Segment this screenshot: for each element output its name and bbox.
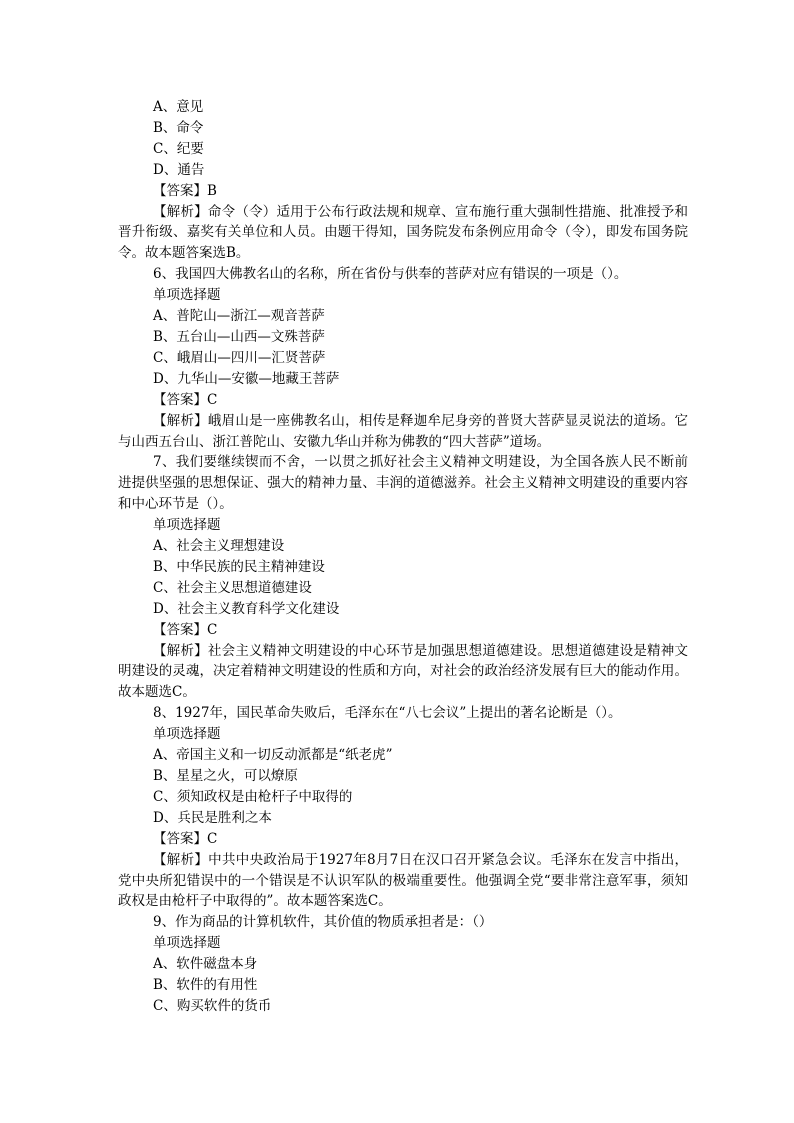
q5-answer: 【答案】B bbox=[153, 182, 217, 199]
q5-option-d: D、通告 bbox=[153, 161, 205, 178]
q8-analysis: 【解析】中共中央政治局于1927年8月7日在汉口召开紧急会议。毛泽东在发言中指出，党中央所犯错误中的一个错误是不认识军队的极端重要性。他强调全党“要非常注意军事，须知政权是由枪杆子中取得的”。故本题答案选C。 bbox=[118, 851, 688, 910]
q9-option-a: A、软件磁盘本身 bbox=[153, 956, 258, 973]
q8-option-a: A、帝国主义和一切反动派都是“纸老虎” bbox=[153, 747, 393, 764]
q5-option-b: B、命令 bbox=[153, 119, 204, 136]
q9-option-c: C、购买软件的货币 bbox=[153, 997, 272, 1014]
q8-option-d: D、兵民是胜利之本 bbox=[153, 809, 272, 826]
q6-type: 单项选择题 bbox=[153, 287, 221, 304]
q6-question: 6、我国四大佛教名山的名称，所在省份与供奉的菩萨对应有错误的一项是（）。 bbox=[153, 266, 628, 283]
q8-option-c: C、须知政权是由枪杆子中取得的 bbox=[153, 788, 353, 805]
q9-type: 单项选择题 bbox=[153, 935, 221, 952]
q6-analysis: 【解析】峨眉山是一座佛教名山，相传是释迦牟尼身旁的普贤大菩萨显灵说法的道场。它与山西五台山、浙江普陀山、安徽九华山并称为佛教的“四大菩萨”道场。 bbox=[118, 412, 688, 450]
document-body bbox=[118, 97, 688, 1017]
q5-option-c: C、纪要 bbox=[153, 140, 204, 157]
q6-option-d: D、九华山—安徽—地藏王菩萨 bbox=[153, 370, 340, 387]
q7-question: 7、我们要继续锲而不舍，一以贯之抓好社会主义精神文明建设，为全国各族人民不断前进提供坚强的思想保证、强大的精神力量、丰润的道德滋养。社会主义精神文明建设的重要内容和中心环节是（）。 bbox=[118, 454, 688, 513]
q6-option-b: B、五台山—山西—文殊菩萨 bbox=[153, 328, 325, 345]
q7-answer: 【答案】C bbox=[153, 621, 218, 638]
q7-type: 单项选择题 bbox=[153, 517, 221, 534]
q9-option-b: B、软件的有用性 bbox=[153, 977, 258, 994]
q8-option-b: B、星星之火，可以燎原 bbox=[153, 768, 298, 784]
q7-option-c: C、社会主义思想道德建设 bbox=[153, 579, 312, 596]
q7-analysis: 【解析】社会主义精神文明建设的中心环节是加强思想道德建设。思想道德建设是精神文明建设的灵魂，决定着精神文明建设的性质和方向，对社会的政治经济发展有巨大的能动作用。故本题选C。 bbox=[118, 642, 688, 701]
q5-option-a: A、意见 bbox=[153, 99, 204, 115]
q8-answer: 【答案】C bbox=[153, 830, 218, 847]
q7-option-a: A、社会主义理想建设 bbox=[153, 538, 285, 555]
q7-option-d: D、社会主义教育科学文化建设 bbox=[153, 600, 340, 617]
q8-question: 8、1927年，国民革命失败后，毛泽东在“八七会议”上提出的著名论断是（）。 bbox=[153, 705, 622, 722]
q6-answer: 【答案】C bbox=[153, 391, 218, 408]
q9-question: 9、作为商品的计算机软件，其价值的物质承担者是：（） bbox=[153, 914, 493, 931]
q5-analysis: 【解析】命令（令）适用于公布行政法规和规章、宣布施行重大强制性措施、批准授予和晋升衔级、嘉奖有关单位和人员。由题干得知，国务院发布条例应用命令（令），即发布国务院令。故本题答案选B。 bbox=[118, 203, 688, 262]
q6-option-a: A、普陀山—浙江—观音菩萨 bbox=[153, 308, 325, 325]
q7-option-b: B、中华民族的民主精神建设 bbox=[153, 558, 325, 575]
q6-option-c: C、峨眉山—四川—汇贤菩萨 bbox=[153, 349, 326, 366]
q8-type: 单项选择题 bbox=[153, 726, 221, 743]
